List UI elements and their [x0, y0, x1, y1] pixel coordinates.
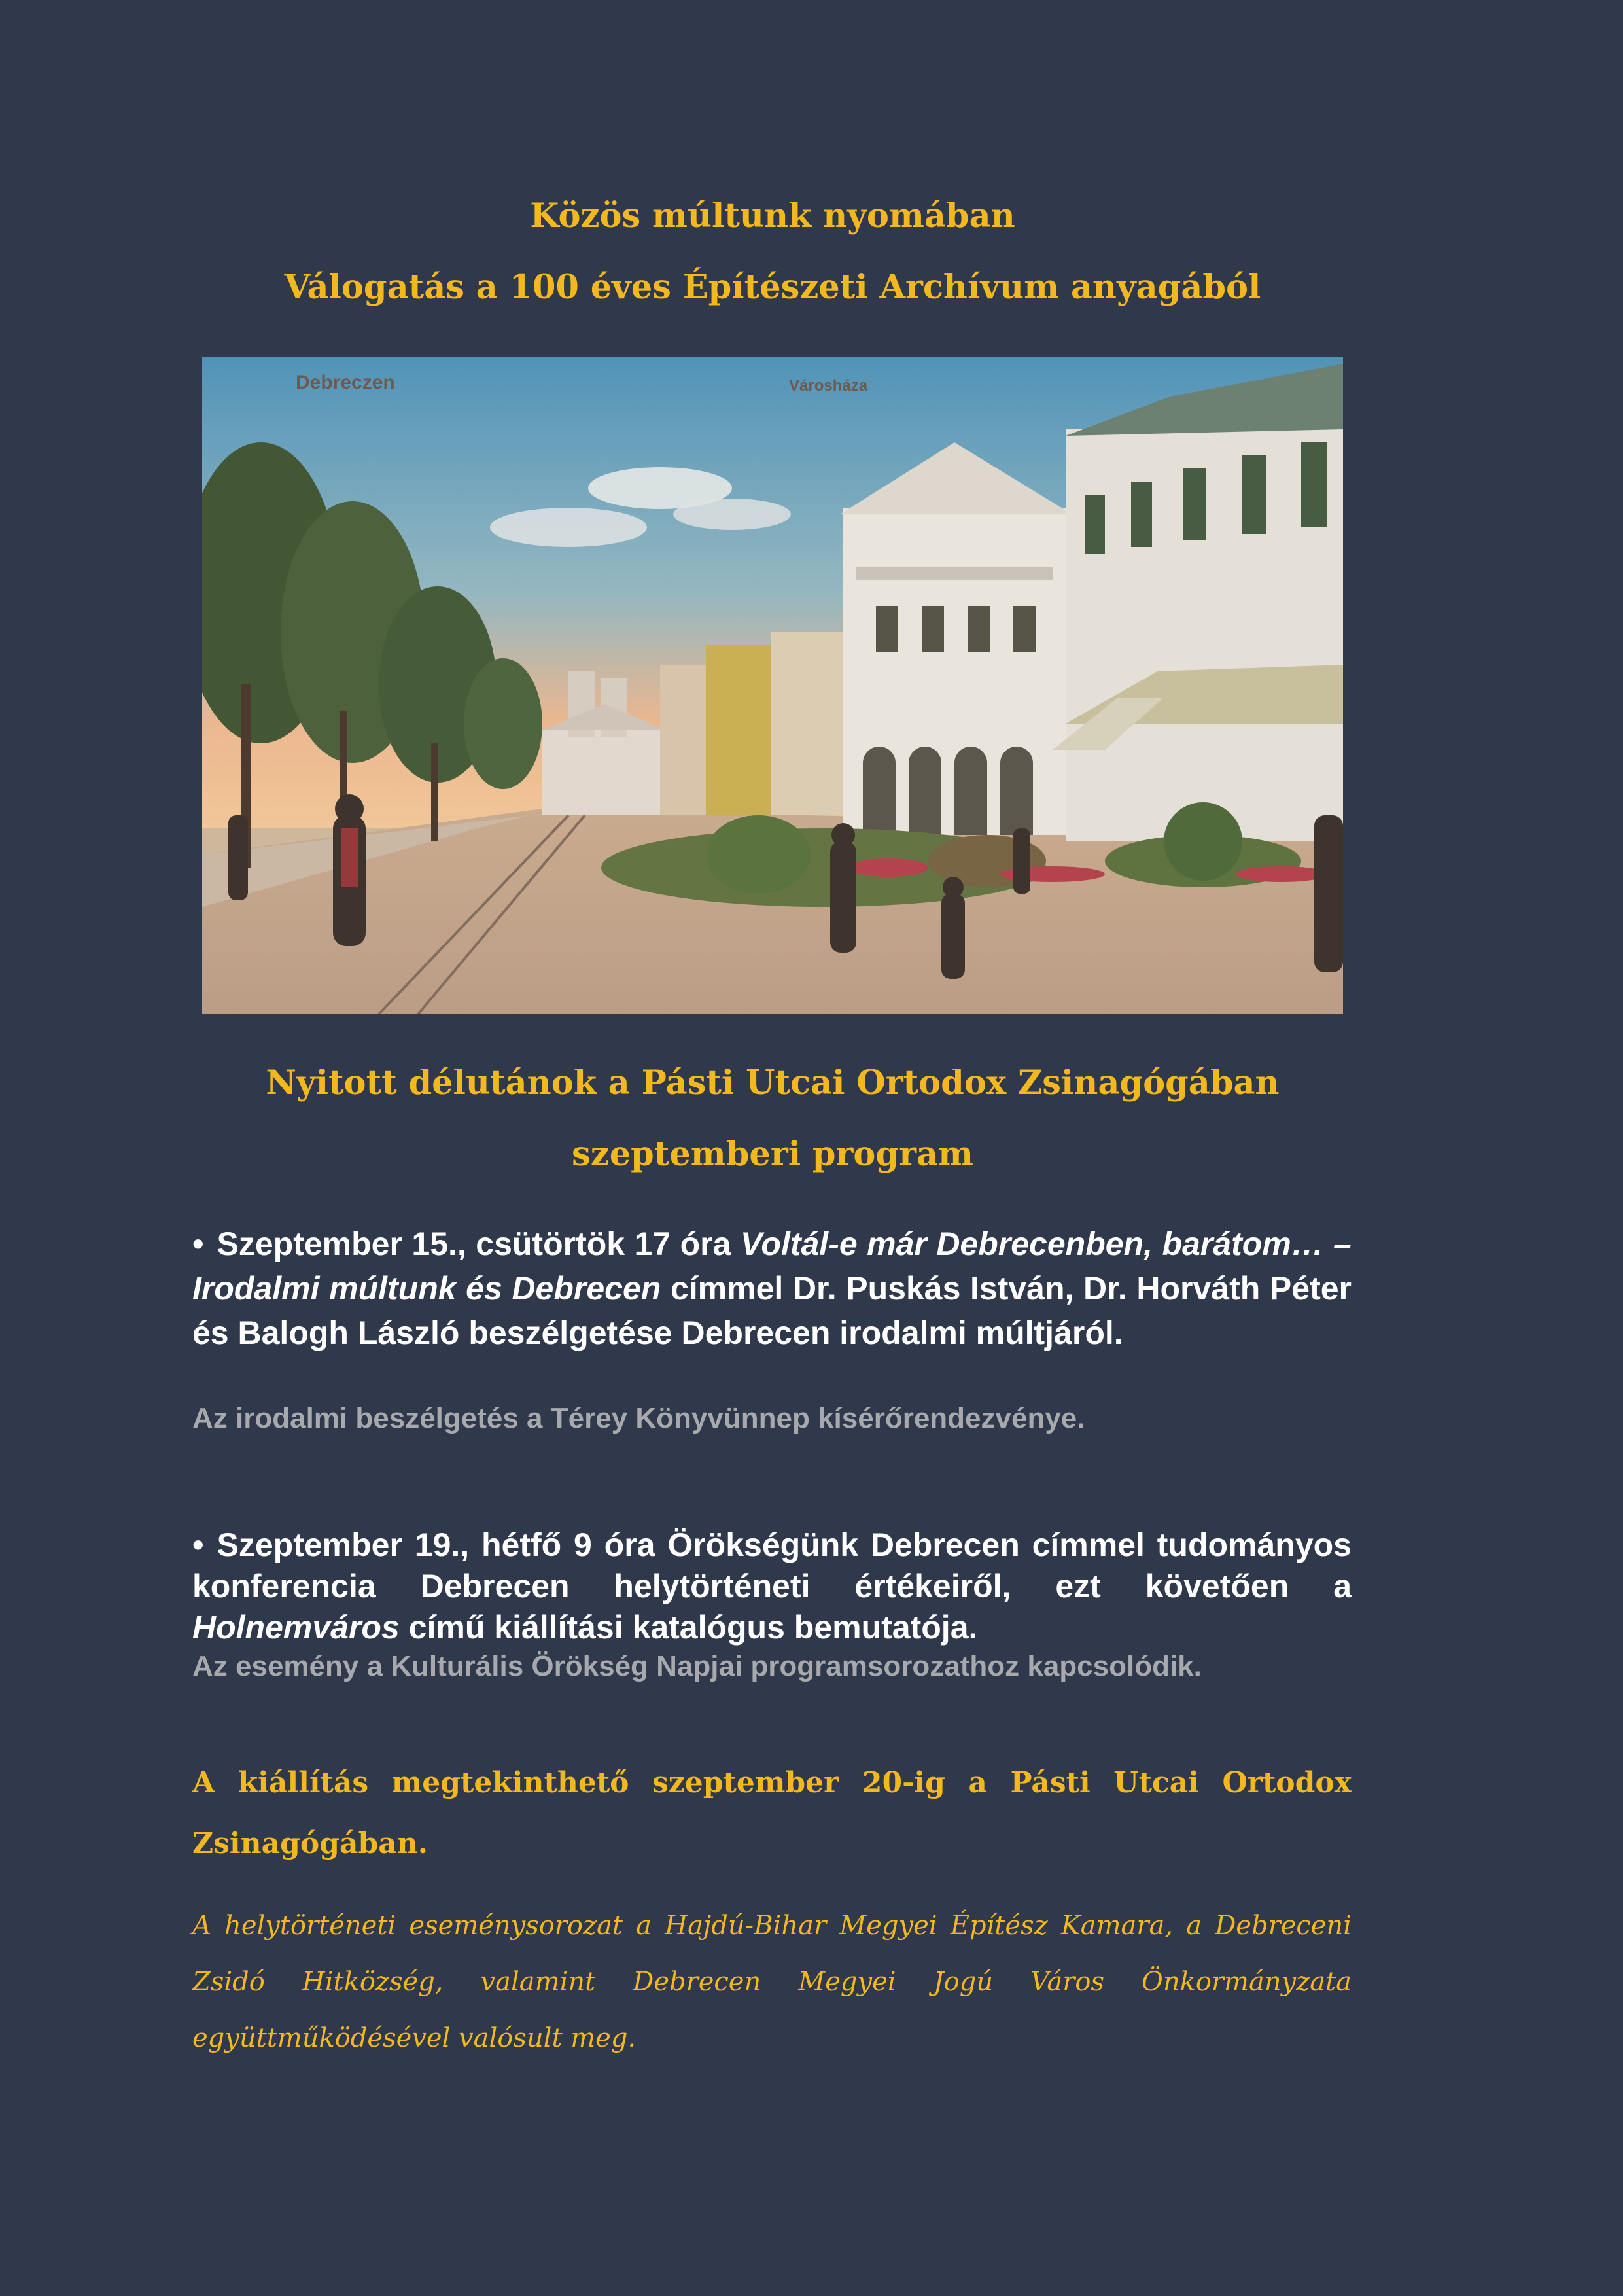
program-title: Nyitott délutánok a Pásti Utcai Ortodox Zsinagógában: [266, 1063, 1280, 1103]
event-item: [192, 1222, 1352, 1355]
event-description-end: című kiállítási katalógus bemutatója.: [408, 1609, 978, 1646]
event-date: Szeptember 19., hétfő 9 óra: [217, 1527, 655, 1563]
postcard-building-label: Városháza: [789, 377, 868, 395]
event-description: Örökségünk Debrecen címmel tudományos konferencia Debrecen helytörténeti értékeiről, ezt követően a: [192, 1527, 1352, 1604]
event-note: Az irodalmi beszélgetés a Térey Könyvünnep kísérőrendezvénye.: [192, 1402, 1085, 1434]
postcard-city-label: Debreczen: [296, 372, 395, 393]
exhibition-notice: A kiállítás megtekinthető szeptember 20-ig a Pásti Utcai Ortodox Zsinagógában.: [192, 1766, 1352, 1860]
event-note: Az esemény a Kulturális Örökség Napjai programsorozathoz kapcsolódik.: [192, 1650, 1202, 1682]
event-date: Szeptember 15., csütörtök 17 óra: [217, 1226, 731, 1262]
page-title: Közös múltunk nyomában: [530, 196, 1015, 236]
postcard-illustration: [202, 357, 1343, 1014]
bullet-icon: •: [192, 1226, 204, 1262]
event-description: címmel Dr. Puskás István, Dr. Horváth Péter és Balogh László beszélgetése Debrecen irodalmi múltjáról.: [192, 1270, 1352, 1351]
postcard-image: [202, 357, 1343, 1014]
event-title: Holnemváros: [192, 1609, 400, 1646]
page-subtitle: Válogatás a 100 éves Építészeti Archívum anyagából: [284, 268, 1261, 307]
event-item: [192, 1525, 1352, 1648]
event-title: Voltál-e már Debrecenben, barátom… – Irodalmi múltunk és Debrecen: [192, 1226, 1352, 1307]
bullet-icon: •: [192, 1527, 204, 1563]
program-subtitle: szeptemberi program: [572, 1135, 973, 1174]
credit-note: A helytörténeti eseménysorozat a Hajdú-Bihar Megyei Építész Kamara, a Debreceni Zsidó Hitközség, valamint Debrecen Megyei Jogú Város Önkormányzata együttműködésével valósult meg.: [192, 1911, 1352, 2053]
